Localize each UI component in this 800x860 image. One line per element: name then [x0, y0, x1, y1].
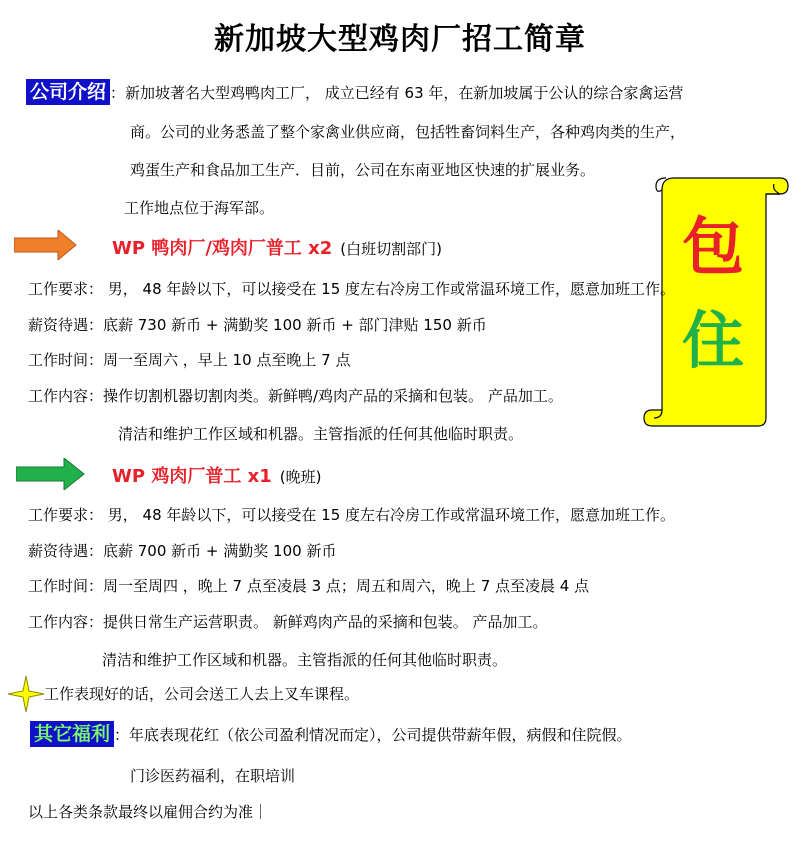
benefits-text-1: ：年底表现花红（依公司盈利情况而定），公司提供带薪年假，病假和住院假。 [114, 726, 632, 744]
page-title: 新加坡大型鸡肉厂招工简章 [214, 22, 586, 57]
footer-note: 以上各类条款最终以雇佣合约为准｜ [28, 803, 269, 821]
scroll-char-zhu: 住 [682, 304, 745, 377]
job1-heading [112, 234, 442, 260]
job2-hours: 工作时间：周一至周四 ，晚上 7 点至凌晨 3 点；周五和周六，晚上 7 点至凌晨 4 点 [28, 577, 590, 595]
job2-arrow-icon [16, 458, 86, 494]
job2-heading [112, 462, 321, 488]
job2-title: WP 鸡肉厂普工 x1 [112, 466, 272, 487]
job1-content-1: 工作内容：操作切割机器切割肉类。新鲜鸭/鸡肉产品的采摘和包装。 产品加工。 [28, 387, 563, 405]
job1-content-2: 清洁和维护工作区域和机器。主管指派的任何其他临时职责。 [118, 425, 524, 443]
company-intro-badge: 公司介绍 [26, 79, 110, 105]
forklift-note: 工作表现好的话，公司会送工人去上叉车课程。 [44, 685, 360, 703]
job2-requirement: 工作要求： 男， 48 年龄以下，可以接受在 15 度左右冷房工作或常温环境工作，愿意加班工作。 [28, 506, 676, 524]
job1-arrow-icon [14, 230, 78, 264]
company-intro-line-2: 商。公司的业务悉盖了整个家禽业供应商，包括牲畜饲料生产，各种鸡肉类的生产， [130, 123, 686, 141]
job2-content-2: 清洁和维护工作区域和机器。主管指派的任何其他临时职责。 [102, 651, 508, 669]
benefits-badge: 其它福利 [30, 721, 114, 747]
company-intro-line-3: 鸡蛋生产和食品加工生产．目前，公司在东南亚地区快速的扩展业务。 [130, 161, 596, 179]
scroll-banner [640, 172, 790, 432]
job1-title: WP 鸭肉厂/鸡肉厂普工 x2 [112, 238, 333, 259]
job1-requirement: 工作要求： 男， 48 年龄以下，可以接受在 15 度左右冷房工作或常温环境工作，愿意加班工作。 [28, 280, 676, 298]
job1-salary: 薪资待遇：底薪 730 新币 + 满勤奖 100 新币 + 部门津贴 150 新币 [28, 316, 487, 334]
benefits-line-2: 门诊医药福利，在职培训 [130, 767, 296, 785]
company-intro-text-1: ：新加坡著名大型鸡鸭肉工厂， 成立已经有 63 年，在新加坡属于公认的综合家禽运营 [110, 84, 684, 102]
job1-subtitle: (白班切割部门) [340, 240, 443, 258]
company-intro-line-1 [26, 80, 683, 104]
job1-hours: 工作时间：周一至周六 ，早上 10 点至晚上 7 点 [28, 351, 351, 369]
company-intro-line-4: 工作地点位于海军部。 [124, 199, 275, 217]
scroll-char-bao: 包 [682, 210, 745, 283]
job2-content-1: 工作内容：提供日常生产运营职责。 新鲜鸡肉产品的采摘和包装。 产品加工。 [28, 613, 548, 631]
star-icon [6, 674, 46, 718]
benefits-line-1 [30, 722, 632, 746]
job2-salary: 薪资待遇：底薪 700 新币 + 满勤奖 100 新币 [28, 542, 337, 560]
job2-subtitle: (晚班) [279, 468, 322, 486]
